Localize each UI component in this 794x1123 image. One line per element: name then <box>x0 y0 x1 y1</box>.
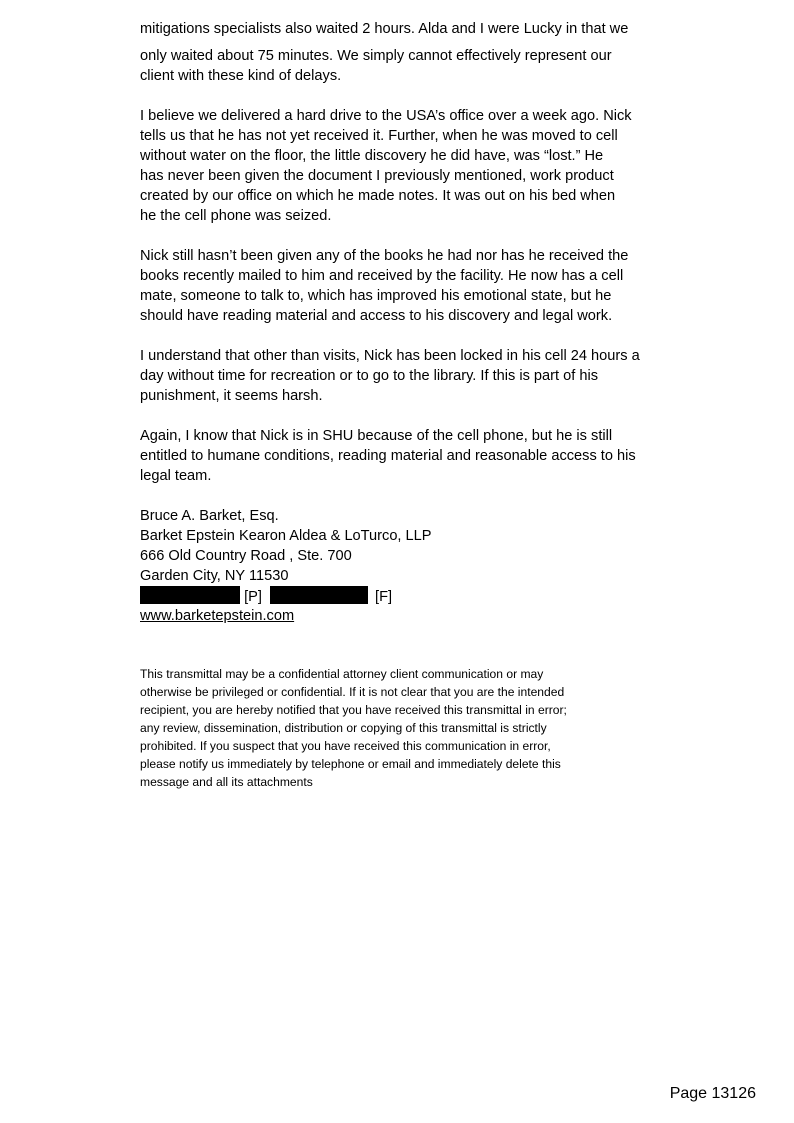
disclaimer-line: any review, dissemination, distribution or copying of this transmittal is strictly <box>140 721 547 735</box>
text-line: tells us that he has not yet received it. Further, when he was moved to cell <box>140 128 618 144</box>
paragraph-3 <box>140 246 670 326</box>
text-line: I believe we delivered a hard drive to the USA’s office over a week ago. Nick <box>140 108 632 124</box>
text-line: has never been given the document I previously mentioned, work product <box>140 168 614 184</box>
address-line-2: Garden City, NY 11530 <box>140 568 289 584</box>
redaction-box <box>140 586 240 604</box>
address-line-1: 666 Old Country Road , Ste. 700 <box>140 548 352 564</box>
text-line: I understand that other than visits, Nick has been locked in his cell 24 hours a <box>140 348 640 364</box>
text-line: day without time for recreation or to go to the library. If this is part of his <box>140 368 599 384</box>
paragraph-5 <box>140 426 670 486</box>
text-line: he the cell phone was seized. <box>140 208 332 224</box>
text-line: should have reading material and access to his discovery and legal work. <box>140 308 613 324</box>
paragraph-1 <box>140 46 670 86</box>
disclaimer-line: message and all its attachments <box>140 775 313 789</box>
fax-label: [F] <box>375 589 393 605</box>
phone-label: [P] <box>244 589 262 605</box>
signature-block <box>140 506 432 626</box>
text-line: Nick still hasn’t been given any of the books he had nor has he received the <box>140 248 629 264</box>
signer-name: Bruce A. Barket, Esq. <box>140 508 279 524</box>
disclaimer-line: This transmittal may be a confidential attorney client communication or may <box>140 667 544 681</box>
text-line: without water on the floor, the little discovery he did have, was “lost.” He <box>140 148 604 164</box>
text-line: legal team. <box>140 468 212 484</box>
disclaimer-line: recipient, you are hereby notified that you have received this transmittal in error; <box>140 703 567 717</box>
disclaimer-line: prohibited. If you suspect that you have received this communication in error, <box>140 739 551 753</box>
phone-fax-line <box>140 586 432 606</box>
firm-name: Barket Epstein Kearon Aldea & LoTurco, LLP <box>140 528 432 544</box>
text-line: books recently mailed to him and received by the facility. He now has a cell <box>140 268 624 284</box>
text-line: only waited about 75 minutes. We simply cannot effectively represent our <box>140 48 612 64</box>
text-line: client with these kind of delays. <box>140 68 342 84</box>
website-link[interactable]: www.barketepstein.com <box>140 608 295 624</box>
paragraph-4 <box>140 346 670 406</box>
text-line: entitled to humane conditions, reading material and reasonable access to his <box>140 448 636 464</box>
website-link-line <box>140 606 432 626</box>
text-line: punishment, it seems harsh. <box>140 388 323 404</box>
cut-off-text-line: mitigations specialists also waited 2 hours. Alda and I were Lucky in that we <box>140 21 629 37</box>
paragraph-2 <box>140 106 670 226</box>
text-line: created by our office on which he made notes. It was out on his bed when <box>140 188 616 204</box>
text-line: Again, I know that Nick is in SHU because of the cell phone, but he is still <box>140 428 613 444</box>
disclaimer-line: please notify us immediately by telephone or email and immediately delete this <box>140 757 561 771</box>
confidentiality-disclaimer <box>140 665 660 791</box>
page-number: Page 13126 <box>669 1085 756 1102</box>
redaction-box <box>270 586 368 604</box>
text-line: mate, someone to talk to, which has improved his emotional state, but he <box>140 288 612 304</box>
disclaimer-line: otherwise be privileged or confidential. If it is not clear that you are the intended <box>140 685 565 699</box>
